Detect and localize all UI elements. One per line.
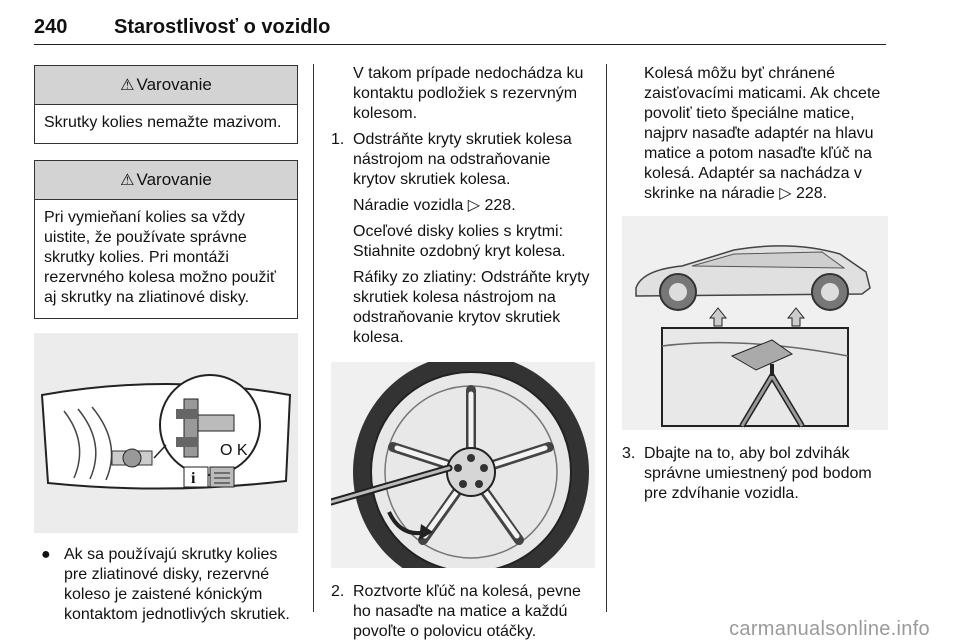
step-1 — [331, 130, 595, 348]
step-3 — [622, 444, 888, 504]
column-divider-1 — [313, 64, 314, 612]
car-jack-drawing — [622, 216, 888, 430]
ok-label: O K — [220, 442, 248, 459]
list-item — [34, 545, 298, 625]
column-1 — [34, 65, 298, 625]
bullet-text: Ak sa používajú skrutky kolies pre zliatinové disky, rezervné koleso je zaistené kónickým kontaktom jednotlivých skrutiek. — [64, 546, 290, 623]
warning-box-1 — [34, 65, 298, 144]
column-divider-2 — [606, 64, 607, 612]
reference-icon: ▷ — [779, 185, 792, 202]
step-text: Odstráňte kryty skrutiek kolesa nástrojom na odstraňovanie krytov skrutiek kolesa. — [353, 131, 572, 188]
column-2 — [331, 64, 595, 642]
intro-paragraph: V takom prípade nedochádza ku kontaktu podložiek s rezervným kolesom. — [353, 65, 584, 122]
warning-box-2 — [34, 160, 298, 319]
column-3 — [622, 64, 888, 504]
alloy-wheel-drawing — [331, 362, 595, 568]
step-number: 3. — [622, 445, 636, 462]
footer-watermark: carmanualsonline.info — [729, 618, 930, 640]
warning-title: Varovanie — [136, 170, 212, 189]
alloy-wheel-text: Ráfiky zo zliatiny: Odstráňte kryty skrutiek kolesa nástrojom na odstraňovanie krytov skrutiek kolesa. — [353, 269, 590, 346]
warning-header — [35, 66, 297, 105]
wheel-bolt-illustration — [34, 333, 298, 533]
page-number: 240 — [34, 16, 68, 38]
wheel-wrench-illustration — [331, 362, 595, 568]
jack-position-illustration — [622, 216, 888, 430]
step-text: Dbajte na to, aby bol zdvihák správne umiestnený pod bodom pre zdvíhanie vozidla. — [644, 445, 872, 502]
reference-icon: ▷ — [467, 197, 481, 214]
steel-wheel-text: Oceľové disky kolies s krytmi: Stiahnite ozdobný kryt kolesa. — [353, 223, 566, 260]
bullet-icon: ● — [41, 546, 51, 563]
wheel-bolt-drawing — [34, 333, 298, 533]
svg-text:i: i — [191, 470, 196, 487]
step-text: Roztvorte kľúč na kolesá, pevne ho nasaďte na matice a každú povoľte o polovicu otáčky. — [353, 583, 581, 640]
warning-title: Varovanie — [136, 75, 212, 94]
tools-reference: Náradie vozidla ▷ 228. — [353, 197, 516, 214]
warning-icon: ⚠ — [120, 172, 135, 189]
step-2 — [331, 582, 595, 642]
warning-icon: ⚠ — [120, 77, 135, 94]
page-title: Starostlivosť o vozidlo — [114, 16, 331, 38]
step-number: 1. — [331, 131, 345, 148]
step-number: 2. — [331, 583, 345, 600]
warning-header — [35, 161, 297, 200]
warning-text: Pri vymieňaní kolies sa vždy uistite, že používate správne skrutky kolies. Pri montáži rezervného kolesa možno použiť aj skrutky na zliatinové disky. — [44, 209, 276, 306]
page-header — [34, 10, 886, 45]
locking-nuts-paragraph: Kolesá môžu byť chránené zaisťovacími maticami. Ak chcete povoliť tieto špeciálne matice, najprv nasaďte adaptér na hlavu matice a potom nasaďte kľúč na kolesá. Adaptér sa nachádza v skrinke na náradie ▷ 228. — [644, 65, 881, 202]
warning-text: Skrutky kolies nemažte mazivom. — [44, 114, 282, 131]
